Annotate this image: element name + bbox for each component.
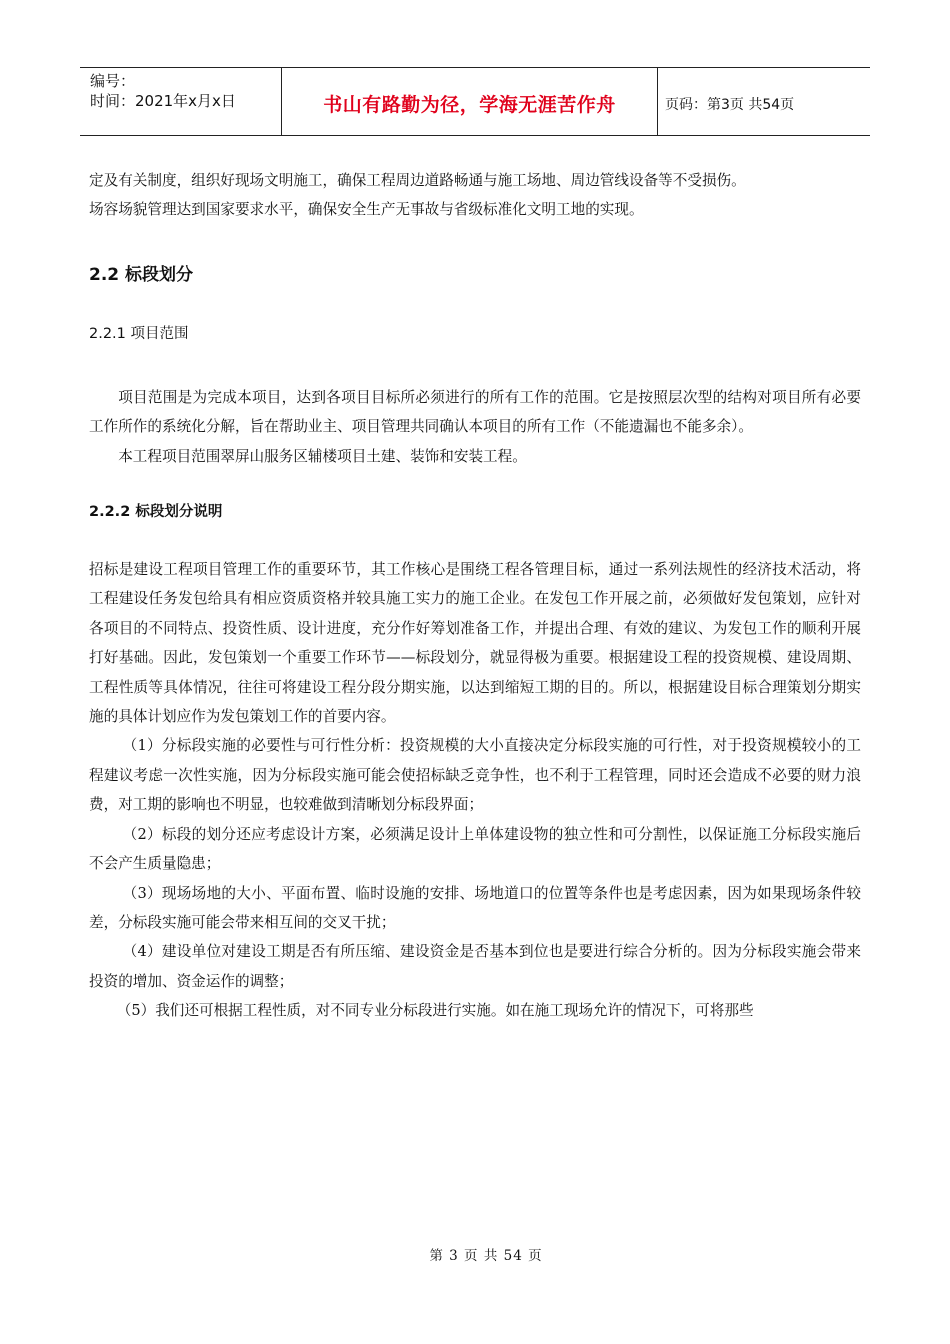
list-item: （4）建设单位对建设工期是否有所压缩、建设资金是否基本到位也是要进行综合分析的。因为分标段实施会带来投资的增加、资金运作的调整； <box>89 943 861 990</box>
document-body <box>89 166 861 1026</box>
header-motto: 书山有路勤为径，学海无涯苦作舟 <box>282 68 658 135</box>
body-paragraph: 本工程项目范围翠屏山服务区辅楼项目土建、装饰和安装工程。 <box>118 447 527 465</box>
body-paragraph: 项目范围是为完成本项目，达到各项目目标所必须进行的所有工作的范围。它是按照层次型的结构对项目所有必要工作所作的系统化分解，旨在帮助业主、项目管理共同确认本项目的所有工作（不能遗漏也不能多余）。 <box>89 388 861 436</box>
list-item: （2）标段的划分还应考虑设计方案，必须满足设计上单体建设物的独立性和可分割性，以保证施工分标段实施后不会产生质量隐患； <box>89 825 861 873</box>
header-meta <box>80 68 282 135</box>
document-date: 时间：2021年x月x日 <box>90 92 236 110</box>
page-footer: 第 3 页 共 54 页 <box>429 1248 543 1264</box>
subsection-heading: 2.2.2 标段划分说明 <box>89 504 223 521</box>
body-paragraph: 定及有关制度，组织好现场文明施工，确保工程周边道路畅通与施工场地、周边管线设备等不受损伤。 <box>89 172 746 189</box>
section-heading: 2.2 标段划分 <box>89 264 194 285</box>
body-paragraph: 场容场貌管理达到国家要求水平，确保安全生产无事故与省级标准化文明工地的实现。 <box>89 201 644 219</box>
list-item: （5）我们还可根据工程性质，对不同专业分标段进行实施。如在施工现场允许的情况下，可将那些 <box>116 1002 754 1020</box>
list-item: （3）现场场地的大小、平面布置、临时设施的安排、场地道口的位置等条件也是考虑因素，因为如果现场条件较差，分标段实施可能会带来相互间的交叉干扰； <box>89 884 861 931</box>
document-number-label: 编号： <box>90 72 136 90</box>
list-item: （1）分标段实施的必要性与可行性分析：投资规模的大小直接决定分标段实施的可行性，对于投资规模较小的工程建议考虑一次性实施，因为分标段实施可能会使招标缺乏竞争性，也不利于工程管理，同时还会造成不必要的财力浪费，对工期的影响也不明显，也较难做到清晰划分标段界面； <box>89 737 861 814</box>
page-header <box>80 67 870 136</box>
subsection-heading: 2.2.1 项目范围 <box>89 325 189 342</box>
body-paragraph: 招标是建设工程项目管理工作的重要环节，其工作核心是围绕工程各管理目标，通过一系列法规性的经济技术活动，将工程建设任务发包给具有相应资质资格并较具施工实力的施工企业。在发包工作开展之前，必须做好发包策划，应针对各项目的不同特点、投资性质、设计进度，充分作好筹划准备工作，并提出合理、有效的建议、为发包工作的顺利开展打好基础。因此，发包策划一个重要工作环节——标段划分，就显得极为重要。根据建设工程的投资规模、建设周期、工程性质等具体情况，往往可将建设工程分段分期实施，以达到缩短工期的目的。所以，根据建设目标合理策划分期实施的具体计划应作为发包策划工作的首要内容。 <box>89 561 861 726</box>
header-page-info: 页码：第3页 共54页 <box>665 96 795 113</box>
